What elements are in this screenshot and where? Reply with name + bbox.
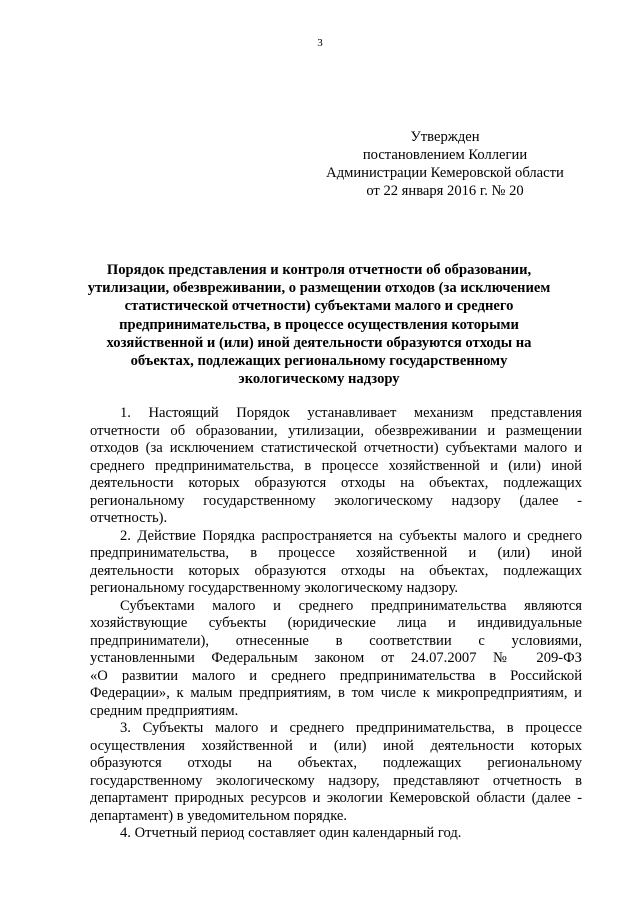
- title-line: предпринимательства, в процессе осуществления которыми: [119, 316, 519, 333]
- paragraph-3: [90, 720, 582, 825]
- text-line: деятельности которых образуются отходы на объектах, подлежащих: [90, 475, 582, 491]
- approval-block: [300, 128, 590, 200]
- paragraph-4: [90, 825, 582, 843]
- text-line: средним предприятиям.: [90, 702, 239, 719]
- title-line: хозяйственной и (или) иной деятельности образуются отходы на: [106, 334, 532, 351]
- text-line: Субъектами малого и среднего предпринимательства являются: [120, 597, 582, 614]
- document-title: [82, 261, 556, 388]
- paragraph-2-continued: [90, 598, 582, 721]
- approval-line: постановлением Коллегии: [362, 147, 528, 163]
- text-line: департамент природных ресурсов и экологии Кемеровской области (далее -: [90, 790, 582, 806]
- text-line: предприниматели), отнесенные в соответствии с условиями,: [90, 632, 582, 649]
- approval-line: Администрации Кемеровской области: [326, 165, 564, 181]
- paragraph-2: [90, 528, 582, 598]
- text-line: региональному государственному экологическому надзору.: [90, 580, 459, 596]
- approval-line: Утвержден: [410, 129, 480, 145]
- title-line: экологическому надзору: [238, 371, 400, 388]
- text-line: осуществления хозяйственной и (или) иной деятельности которых: [90, 737, 582, 754]
- text-line: хозяйствующие субъекты (юридические лица и индивидуальные: [90, 615, 582, 631]
- title-line: Порядок представления и контроля отчетности об образовании,: [106, 262, 532, 278]
- page-number: 3: [317, 37, 323, 49]
- text-line: образуются отходы на объектах, подлежащих региональному: [90, 755, 582, 771]
- text-line: 3. Субъекты малого и среднего предпринимательства, в процессе: [120, 720, 582, 736]
- text-line: деятельности которых образуются отходы на объектах, подлежащих: [90, 562, 582, 579]
- paragraph-1: [90, 405, 582, 528]
- title-line: статистической отчетности) субъектами малого и среднего: [124, 298, 514, 315]
- text-line: предпринимательства, в процессе хозяйственной и (или) иной: [90, 545, 582, 561]
- text-line: установленными Федеральным законом от 24.07.2007 № 209-ФЗ: [90, 650, 582, 666]
- text-line: отчетности об образовании, утилизации, обезвреживании и размещении: [90, 422, 582, 439]
- text-line: 4. Отчетный период составляет один календарный год.: [120, 825, 462, 841]
- approval-line: от 22 января 2016 г. № 20: [366, 183, 524, 199]
- text-line: 1. Настоящий Порядок устанавливает механизм представления: [120, 405, 582, 421]
- title-line: объектах, подлежащих региональному государственному: [130, 353, 508, 370]
- text-line: отходов (за исключением статистической отчетности) субъектами малого и: [90, 440, 582, 456]
- text-line: «О развитии малого и среднего предпринимательства в Российской: [90, 667, 582, 684]
- text-line: 2. Действие Порядка распространяется на субъекты малого и среднего: [120, 527, 582, 544]
- text-line: департамент) в уведомительном порядке.: [90, 807, 348, 824]
- text-line: государственному экологическому надзору, представляют отчетность в: [90, 772, 582, 789]
- title-line: утилизации, обезвреживании, о размещении отходов (за исключением: [87, 280, 551, 297]
- text-line: среднего предпринимательства, в процессе хозяйственной и (или) иной: [90, 457, 582, 474]
- text-line: Федерации», к малым предприятиям, в том числе к микропредприятиям, и: [90, 685, 582, 701]
- document-body: [90, 405, 582, 843]
- text-line: региональному государственному экологическому надзору (далее -: [90, 492, 582, 509]
- text-line: отчетность).: [90, 510, 168, 526]
